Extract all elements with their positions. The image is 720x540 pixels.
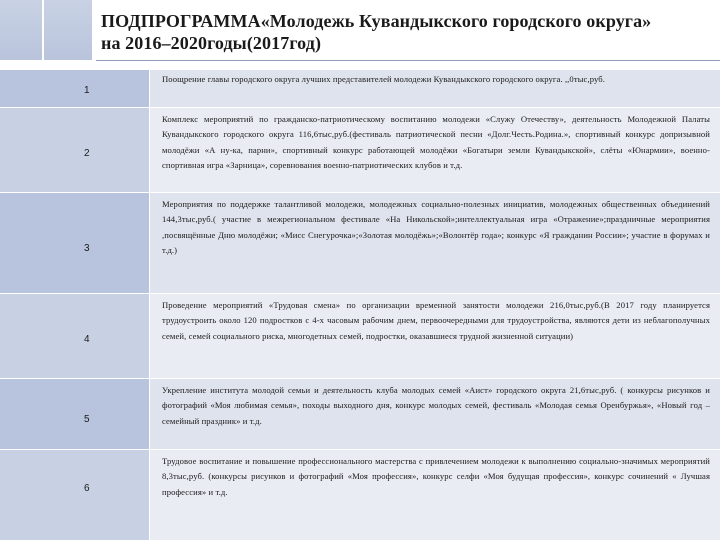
page-title <box>101 10 716 54</box>
title-line-1: ПОДПРОГРАММА«Молодежь Кувандыкского городского округа» <box>101 11 652 31</box>
row-text: Комплекс мероприятий по гражданско-патриотическому воспитанию молодежи «Служу Отечеству», деятельность Молодежной Палаты Кувандыкского городского округа 116,6тыс,руб.(фестиваль патриотической песни «Долг.Честь.Родина.», спортивный конкурс допризывной молодёжи «А ну-ка, парни», спортивный конкурс работающей молодёжи «Богатыри земли Кувандыкской», слёты «Юнармии», военно-спортивная игра «Зарница», соревнования военно-патриотических клубов и т.д. <box>162 114 710 171</box>
table-row <box>0 70 720 107</box>
row-number-cell <box>0 379 150 449</box>
table-row <box>0 294 720 378</box>
row-text-cell <box>150 294 720 378</box>
table-row <box>0 379 720 449</box>
row-text: Поощрение главы городского округа лучших представителей молодежи Кувандыкского городского округа. ,,0тыс,руб. <box>162 74 606 84</box>
row-number: 5 <box>84 414 90 425</box>
title-divider <box>96 60 720 61</box>
row-number-cell <box>0 108 150 192</box>
row-number: 6 <box>84 483 90 494</box>
row-number: 2 <box>84 148 90 159</box>
row-number: 1 <box>84 85 90 96</box>
row-text-cell <box>150 70 720 107</box>
table-row <box>0 108 720 192</box>
row-text: Трудовое воспитание и повышение профессионального мастерства с привлечением молодежи к выполнению социально-значимых мероприятий 8,3тыс,руб. (конкурсы рисунков и фотографий «Моя профессия», конкурс селфи «Моя будущая профессия», конкурс сочинений « Лучшая профессия» и т.д. <box>162 456 710 497</box>
header-corner-cell <box>0 0 44 60</box>
table-row <box>0 193 720 293</box>
row-number-cell <box>0 294 150 378</box>
row-text: Укрепление института молодой семьи и деятельность клуба молодых семей «Аист» городского округа 21,6тыс,руб. ( конкурсы рисунков и фотографий «Моя любимая семья», походы выходного дня, конкурс молодых семей, фестиваль «Молодая семья Оренбуржья», «Новый год – семейный праздник» и т.д. <box>162 385 710 426</box>
row-number-cell <box>0 193 150 293</box>
row-text: Мероприятия по поддержке талантливой молодежи, молодежных социально-полезных инициатив, молодежных общественных объединений 144,3тыс,руб.( участие в межрегиональном фестивале «На Никольской»;интеллектуальная игра «Отражение»;праздничные мероприятия ,посвящённые Дню молодёжи; «Мисс Снегурочка»;«Золотая молодёжь»;«Волонтёр года»; конкурс «Я гражданин России»; участие в форумах и т.д.) <box>162 199 710 256</box>
title-line-2: на 2016–2020годы(2017год) <box>101 33 322 53</box>
row-text-cell <box>150 379 720 449</box>
row-text-cell <box>150 450 720 540</box>
row-text-cell <box>150 108 720 192</box>
table-row <box>0 450 720 540</box>
row-number-cell <box>0 70 150 107</box>
header-corner-block <box>0 0 92 60</box>
row-number: 3 <box>84 243 90 254</box>
row-number-cell <box>0 450 150 540</box>
row-text-cell <box>150 193 720 293</box>
row-text: Проведение мероприятий «Трудовая смена» по организации временной занятости молодежи 216,0тыс,руб.(В 2017 году планируется трудоустроить около 120 подростков с 4-х часовым рабочим днем, первоочередными для трудоустройства, являются дети из неблагополучных семей, семей социального риска, многодетных семей, подростки, оказавшиеся трудной жизненной ситуации) <box>162 300 710 341</box>
row-number: 4 <box>84 334 90 345</box>
